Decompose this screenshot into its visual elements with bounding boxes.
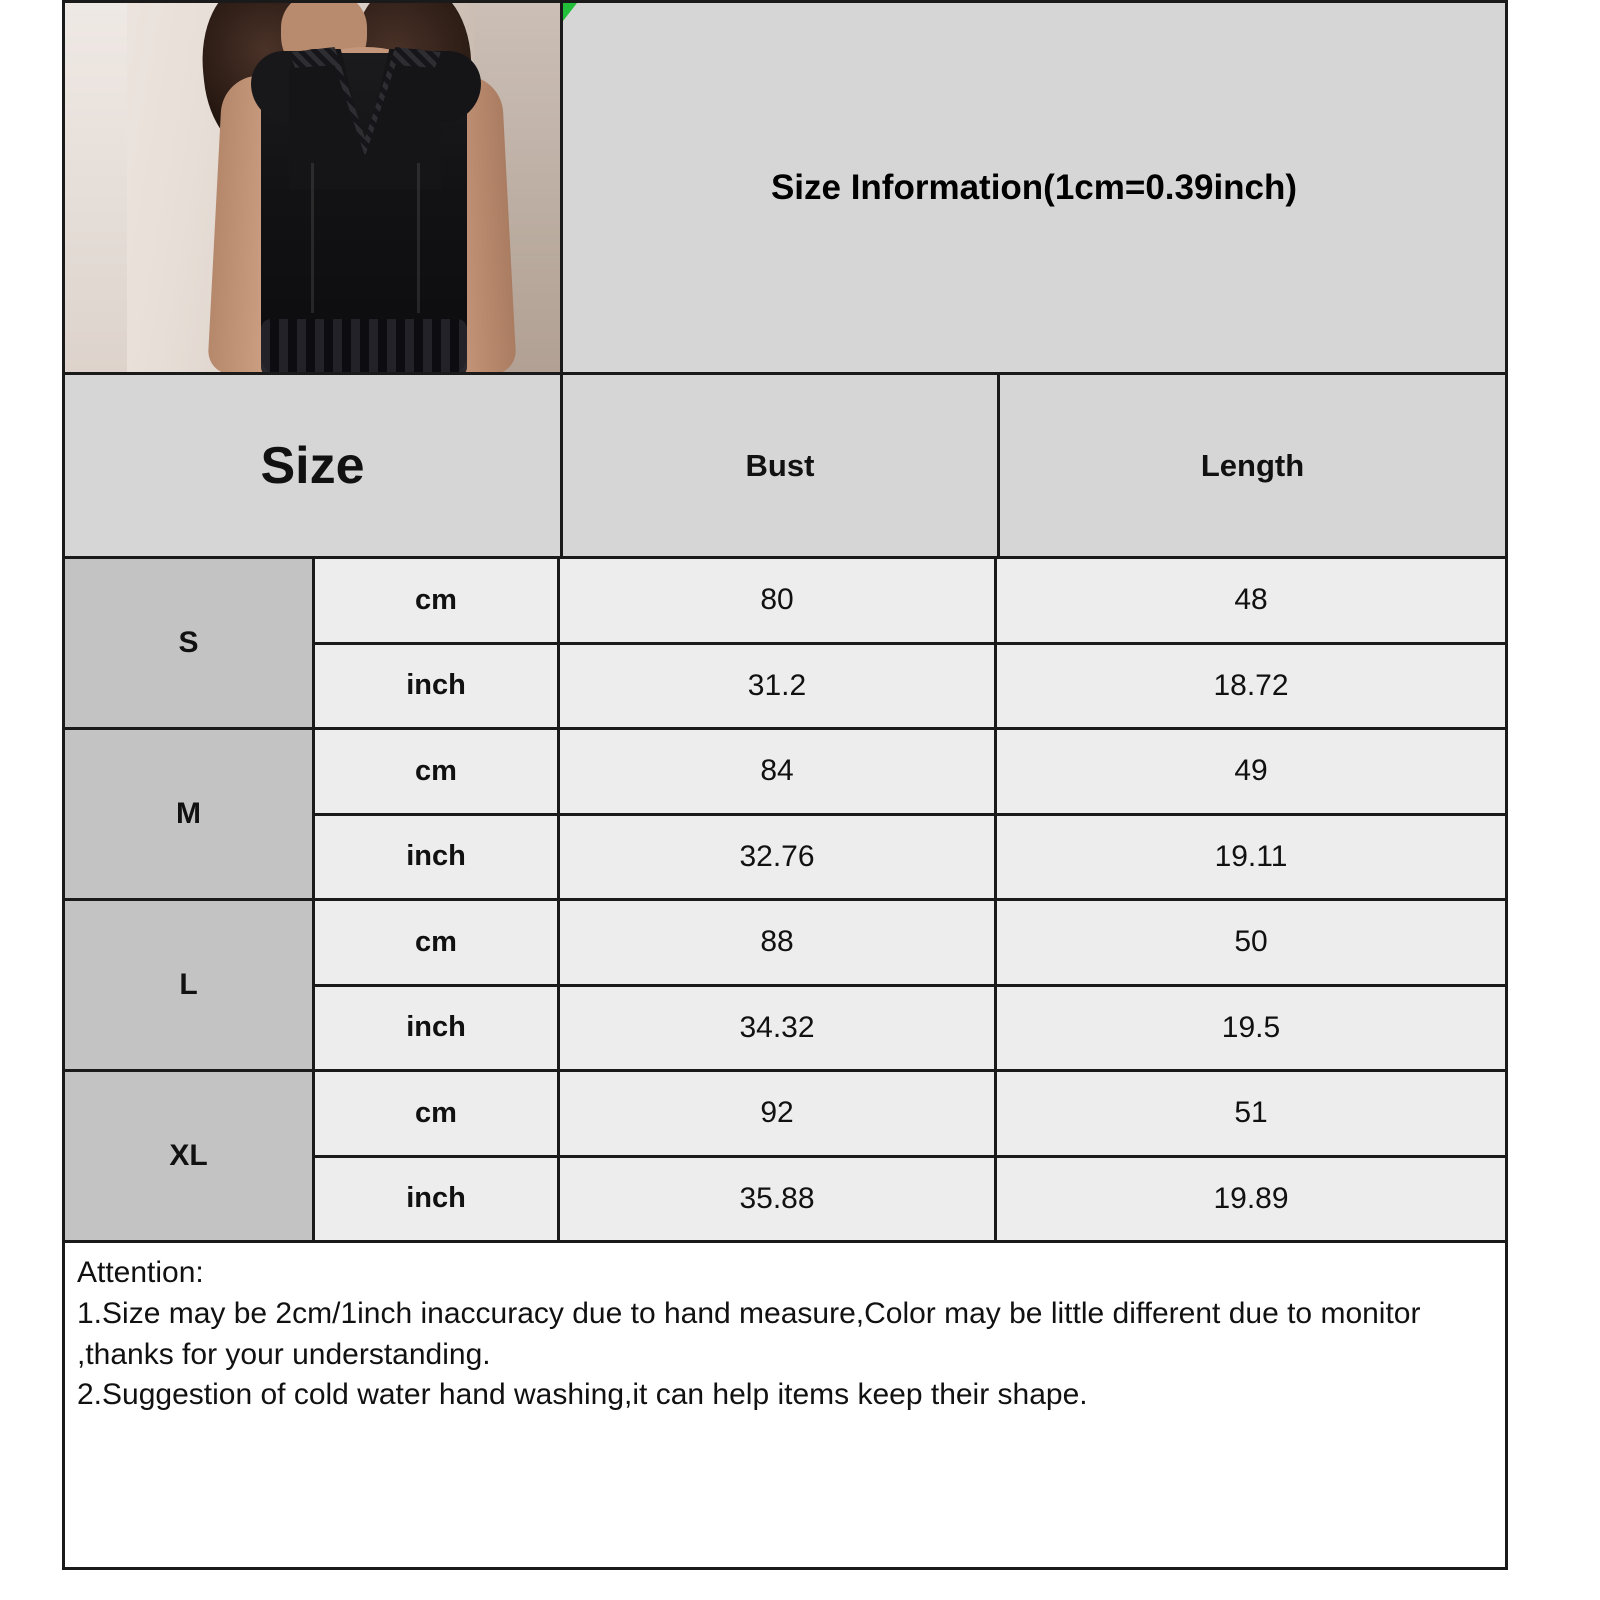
- size-label-xl: XL: [65, 1072, 315, 1240]
- unit-row-inch: [315, 816, 1505, 899]
- length-value: 51: [997, 1072, 1505, 1155]
- unit-row-cm: [315, 730, 1505, 816]
- unit-cell: inch: [315, 987, 560, 1070]
- length-value: 19.11: [997, 816, 1505, 899]
- size-chart-sheet: [62, 0, 1508, 1570]
- length-value: 19.89: [997, 1158, 1505, 1241]
- table-row: [65, 730, 1505, 901]
- bust-value: 34.32: [560, 987, 997, 1070]
- unit-cell: inch: [315, 1158, 560, 1241]
- bust-value: 84: [560, 730, 997, 813]
- size-label-m: M: [65, 730, 315, 898]
- unit-row-inch: [315, 1158, 1505, 1241]
- length-value: 48: [997, 559, 1505, 642]
- length-value: 49: [997, 730, 1505, 813]
- unit-cell: inch: [315, 645, 560, 728]
- garment-seam-right: [417, 163, 420, 313]
- bust-value: 35.88: [560, 1158, 997, 1241]
- photo-wall-left: [65, 3, 127, 372]
- unit-row-cm: [315, 1072, 1505, 1158]
- attention-section: [65, 1243, 1505, 1540]
- green-corner-marker-icon: [563, 3, 577, 21]
- table-row: [65, 901, 1505, 1072]
- garment-lace-hem: [261, 319, 467, 372]
- table-row: [65, 1072, 1505, 1243]
- attention-heading: Attention:: [77, 1256, 204, 1289]
- unit-cell: cm: [315, 559, 560, 642]
- unit-row-inch: [315, 987, 1505, 1070]
- unit-row-cm: [315, 901, 1505, 987]
- unit-cell: inch: [315, 816, 560, 899]
- unit-row-inch: [315, 645, 1505, 728]
- attention-line-2: 2.Suggestion of cold water hand washing,it can help items keep their shape.: [77, 1378, 1088, 1412]
- title-cell: [563, 3, 1505, 372]
- unit-cell: cm: [315, 1072, 560, 1155]
- length-value: 50: [997, 901, 1505, 984]
- length-value: 18.72: [997, 645, 1505, 728]
- garment-seam-left: [311, 163, 314, 313]
- attention-line-1: 1.Size may be 2cm/1inch inaccuracy due to hand measure,Color may be little different due to monitor ,thanks for your understanding.: [77, 1296, 1421, 1371]
- bust-value: 88: [560, 901, 997, 984]
- page-title: Size Information(1cm=0.39inch): [770, 167, 1298, 207]
- column-header-length: Length: [1200, 447, 1305, 483]
- bust-value: 31.2: [560, 645, 997, 728]
- column-header-size: Size: [65, 375, 563, 556]
- column-header-bust: Bust: [563, 375, 1000, 556]
- unit-cell: cm: [315, 730, 560, 813]
- size-label-s: S: [65, 559, 315, 727]
- unit-cell: cm: [315, 901, 560, 984]
- size-label-l: L: [65, 901, 315, 1069]
- unit-row-cm: [315, 559, 1505, 645]
- length-value: 19.5: [997, 987, 1505, 1070]
- table-header-row: [65, 375, 1505, 559]
- bust-value: 92: [560, 1072, 997, 1155]
- bust-value: 80: [560, 559, 997, 642]
- top-row: [65, 3, 1505, 375]
- product-photo: [65, 3, 563, 372]
- bust-value: 32.76: [560, 816, 997, 899]
- table-row: [65, 559, 1505, 730]
